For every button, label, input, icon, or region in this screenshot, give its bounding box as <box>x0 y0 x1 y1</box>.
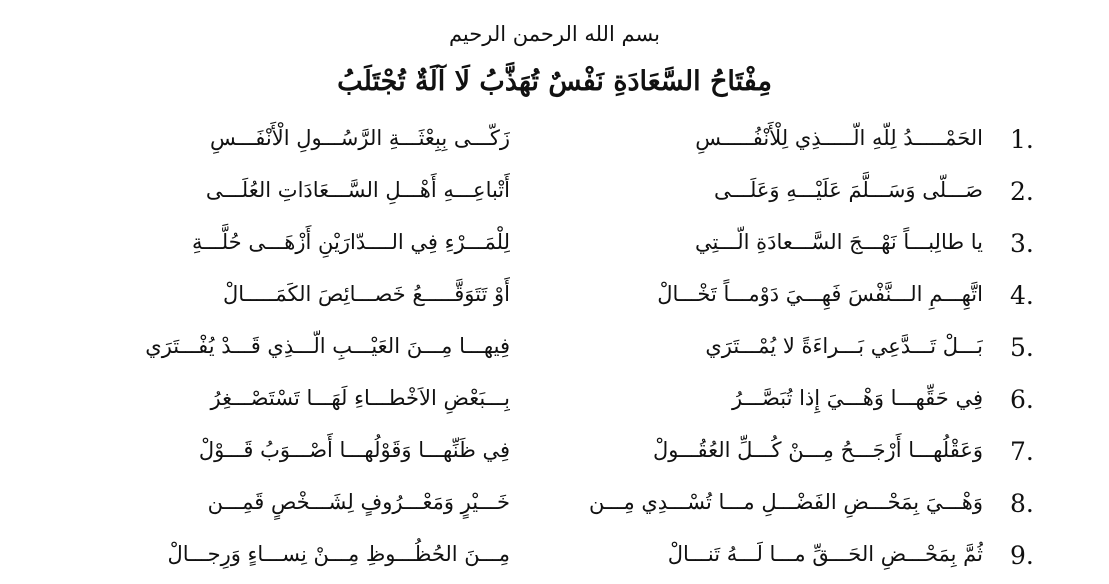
verse-number: 3. <box>1010 229 1034 258</box>
verse-second-hemistich: فِي ظَنِّهـــا وَقَوْلُهـــا أَصْـــوَبُ قَـــوْلْ <box>198 438 510 462</box>
verse-first-hemistich: فِي حَقِّهـــا وَهْـــيَ إِذا تُبَصَّـــرُ <box>731 386 983 410</box>
verse-number: 2. <box>1010 177 1034 206</box>
verse-second-hemistich: أَوْ تَتَوَقَّـــــعُ خَصـــائِصَ الكَمَـــــالْ <box>222 282 510 306</box>
verse-first-hemistich: صَـــلّى وَسَـــلَّمَ عَلَيْـــهِ وَعَلَـــى <box>713 178 983 202</box>
verse-first-hemistich: يا طالِبـــاً نَهْـــجَ السَّـــعادَةِ الّـــتِي <box>694 230 983 254</box>
verse-number: 8. <box>1010 489 1034 518</box>
verse-second-hemistich: أَتْباعِـــهِ أَهْـــلِ السَّـــعَادَاتِ العُلَـــى <box>205 178 510 202</box>
verse-number: 4. <box>1010 281 1034 310</box>
verse-first-hemistich: اتَّهِـــمِ الـــنَّفْسَ فَهِـــيَ دَوْمـــاً تَخْـــالْ <box>657 282 983 306</box>
verse-first-hemistich: وَعَقْلُهـــا أَرْجَـــحُ مِـــنْ كُـــلِّ العُقُـــولْ <box>652 438 983 462</box>
verse-number: 7. <box>1010 437 1034 466</box>
verse-row <box>0 528 1109 578</box>
verse-row <box>0 424 1109 474</box>
verse-number: 9. <box>1010 541 1034 570</box>
verse-first-hemistich: وَهْـــيَ بِمَحْـــضِ الفَضْـــلِ مـــا تُسْـــدِي مِـــن <box>589 490 983 514</box>
verse-first-hemistich: الحَمْـــــدُ لِلّهِ الّـــــذِي لِلْأَنْفُـــــسِ <box>695 126 983 150</box>
verse-number: 5. <box>1010 333 1034 362</box>
poem-body <box>0 112 1109 580</box>
verse-second-hemistich: لِلْمَـــرْءِ فِي الــــدّارَيْنِ أَزْهَـــى حُلَّـــةِ <box>192 230 510 254</box>
verse-second-hemistich: فِيهـــا مِـــنَ العَيْـــبِ الّـــذِي قَـــدْ يُفْـــتَرَي <box>145 334 510 358</box>
verse-second-hemistich: مِـــنَ الحُظُـــوظِ مِـــنْ نِســـاءٍ وَرِجـــالْ <box>167 542 510 566</box>
verse-second-hemistich: بِـــبَعْضِ الاَخْطـــاءِ لَهَـــا تَسْتَصْـــغِرُ <box>210 386 510 410</box>
verse-row <box>0 320 1109 370</box>
verse-first-hemistich: بَـــلْ تَـــدَّعِي بَـــراءَةً لا يُمْـــتَرَي <box>705 334 983 358</box>
verse-row <box>0 372 1109 422</box>
poem-title: مِفْتَاحُ السَّعَادَةِ نَفْسٌ تُهَذَّبُ لَا آلَةٌ تُجْتَلَبُ <box>337 66 772 97</box>
basmala: بسم الله الرحمن الرحيم <box>448 22 661 46</box>
verse-number: 1. <box>1010 125 1034 154</box>
verse-row <box>0 476 1109 526</box>
verse-second-hemistich: خَـــيْرٍ وَمَعْـــرُوفٍ لِشَـــخْصٍ قَمِـــن <box>207 490 510 514</box>
verse-first-hemistich: ثُمَّ بِمَحْـــضِ الحَـــقِّ مـــا لَـــهُ تَنـــالْ <box>667 542 983 566</box>
verse-number: 6. <box>1010 385 1034 414</box>
verse-row <box>0 112 1109 162</box>
verse-row <box>0 164 1109 214</box>
verse-row <box>0 216 1109 266</box>
verse-second-hemistich: زَكّـــى بِبِعْثَـــةِ الرَّسُـــولِ الْأَنْفَـــسِ <box>210 126 510 150</box>
verse-row <box>0 268 1109 318</box>
